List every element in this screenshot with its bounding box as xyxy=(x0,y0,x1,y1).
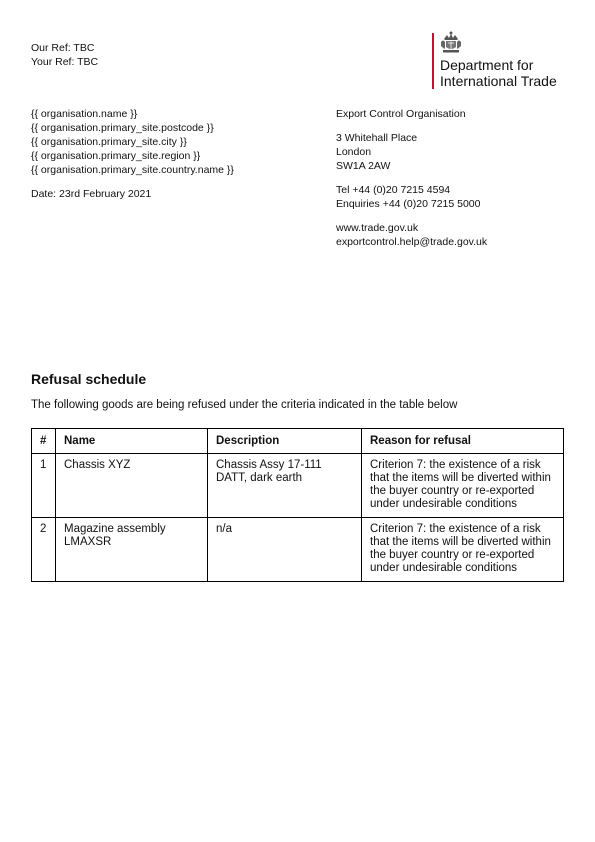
department-name-line2: International Trade xyxy=(440,73,557,89)
header-name: Name xyxy=(56,429,208,454)
sender-address xyxy=(336,107,487,249)
sender-address-line: 3 Whitehall Place xyxy=(336,132,418,144)
row-num: 1 xyxy=(32,454,56,518)
sender-email[interactable]: exportcontrol.help@trade.gov.uk xyxy=(336,236,488,248)
sender-tel: Tel +44 (0)20 7215 4594 xyxy=(336,184,451,196)
table-row xyxy=(32,518,564,582)
row-reason: Criterion 7: the existence of a risk that the items will be diverted within the buyer country or re-exported under undesirable conditions xyxy=(362,518,564,582)
sender-org: Export Control Organisation xyxy=(336,108,466,120)
royal-crest-icon xyxy=(440,30,462,54)
logo-accent-bar xyxy=(432,33,434,89)
header-description: Description xyxy=(208,429,362,454)
row-description: Chassis Assy 17-111 DATT, dark earth xyxy=(208,454,362,518)
department-name xyxy=(440,57,557,89)
schedule-heading: Refusal schedule xyxy=(31,371,147,387)
recipient-line: {{ organisation.name }} xyxy=(31,108,138,120)
sender-address-line: London xyxy=(336,146,372,158)
recipient-line: {{ organisation.primary_site.city }} xyxy=(31,136,187,148)
sender-enquiries: Enquiries +44 (0)20 7215 5000 xyxy=(336,198,481,210)
row-reason: Criterion 7: the existence of a risk that the items will be diverted within the buyer country or re-exported under undesirable conditions xyxy=(362,454,564,518)
our-ref: Our Ref: TBC xyxy=(31,42,95,54)
department-name-line1: Department for xyxy=(440,57,534,73)
row-name: Chassis XYZ xyxy=(56,454,208,518)
recipient-address xyxy=(31,107,234,177)
refusal-table xyxy=(31,428,564,582)
table-row xyxy=(32,454,564,518)
sender-address-line: SW1A 2AW xyxy=(336,160,391,172)
recipient-line: {{ organisation.primary_site.country.name }} xyxy=(31,164,234,176)
references-block xyxy=(31,41,98,69)
table-header-row xyxy=(32,429,564,454)
header-num: # xyxy=(32,429,56,454)
row-num: 2 xyxy=(32,518,56,582)
row-name: Magazine assembly LMAXSR xyxy=(56,518,208,582)
schedule-intro: The following goods are being refused under the criteria indicated in the table below xyxy=(31,399,458,411)
header-reason: Reason for refusal xyxy=(362,429,564,454)
sender-website[interactable]: www.trade.gov.uk xyxy=(336,222,419,234)
your-ref: Your Ref: TBC xyxy=(31,56,99,68)
letter-date: Date: 23rd February 2021 xyxy=(31,188,152,200)
row-description: n/a xyxy=(208,518,362,582)
recipient-line: {{ organisation.primary_site.postcode }} xyxy=(31,122,214,134)
recipient-line: {{ organisation.primary_site.region }} xyxy=(31,150,201,162)
department-logo xyxy=(432,30,572,92)
